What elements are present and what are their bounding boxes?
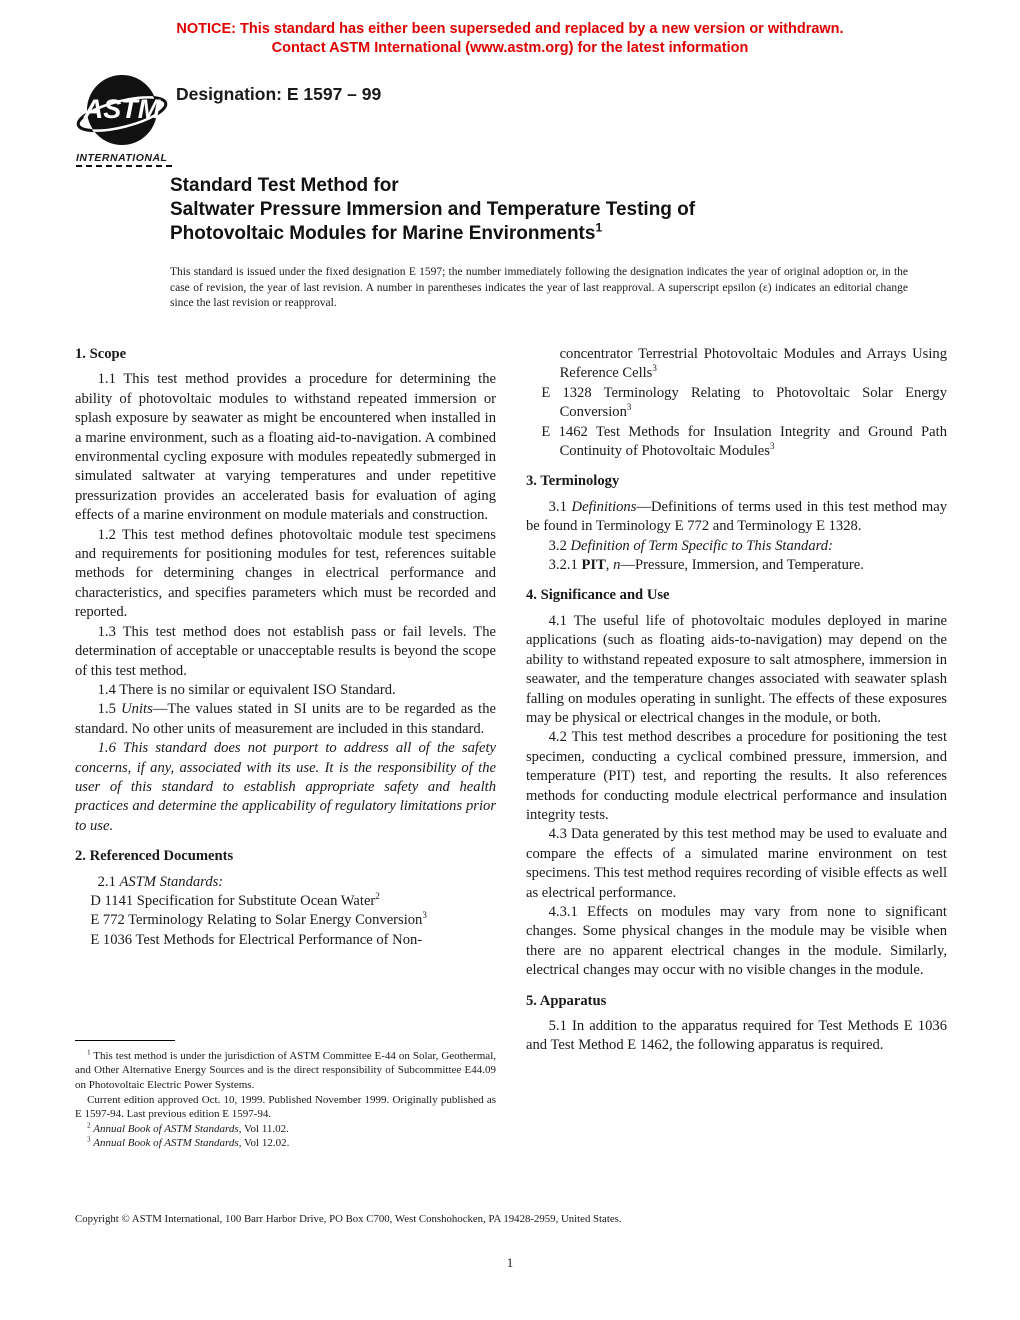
paragraph bbox=[526, 556, 947, 575]
text-run: 4. Significance and Use bbox=[526, 587, 670, 604]
text-run: 2 bbox=[375, 891, 380, 902]
title-line-3: Photovoltaic Modules for Marine Environments$^1$ bbox=[170, 220, 603, 244]
text-run: 1 bbox=[87, 1049, 91, 1057]
section-heading bbox=[526, 586, 947, 605]
text-run: , bbox=[605, 557, 614, 574]
paragraph bbox=[75, 681, 496, 700]
paragraph bbox=[526, 498, 947, 537]
paragraph bbox=[526, 1017, 947, 1056]
issued-under-note: This standard is issued under the fixed designation E 1597; the number immediately following the designation indicates the year of original adoption or, in the case of revision, the year of last revision. A number in parentheses indicates the year of last reapproval. A superscript epsilon (ε) indicates an editorial change since the last revision or reapproval. bbox=[170, 266, 908, 309]
astm-logo-subtext: INTERNATIONAL bbox=[76, 152, 172, 167]
text-run: 1.2 This test method defines photovoltaic module test specimens and requirements for positioning modules for test, references suitable methods for determining changes in electrical performance and characteristics, and specifies parameters which must be recorded and reported. bbox=[75, 526, 496, 621]
text-run: 1.1 This test method provides a procedure for determining the ability of photovoltaic modules to withstand repeated immersion or splash exposure by seawater as might be encountered when installed in a marine environment, such as a floating aid-to-navigation. A combined environmental cycling exposure with modules repeatedly submerged in simulated saltwater at varying temperatures and under repetitive pressurization provides an accelerated basis for evaluation of aging effects of a marine environment on module materials and construction. bbox=[75, 371, 496, 524]
text-run: PIT bbox=[581, 557, 606, 574]
text-run: 3 bbox=[626, 402, 632, 413]
left-column-text bbox=[75, 345, 496, 950]
text-run: D 1141 Specification for Substitute Ocean Water bbox=[90, 892, 376, 909]
text-run: Definition of Term Specific to This Standard: bbox=[570, 537, 833, 554]
document-title bbox=[170, 174, 930, 246]
reference-continuation bbox=[526, 345, 947, 384]
text-run: —The values stated in SI units are to be regarded as the standard. No other units of measurement are included in this standard. bbox=[75, 701, 496, 737]
section-heading bbox=[75, 345, 496, 364]
paragraph bbox=[75, 700, 496, 739]
text-run: n bbox=[613, 557, 621, 574]
astm-globe-icon bbox=[76, 72, 172, 154]
text-run: 4.3 Data generated by this test method may be used to evaluate and compare the effects of a simulated marine environment on test specimens. This test method requires recording of visible effects as well as electrical performance. bbox=[526, 826, 947, 901]
text-run: 4.1 The useful life of photovoltaic modules deployed in marine applications (such as floating aids-to-navigation) may depend on the ability to withstand repeated exposure to salt atmosphere, immersion in seawater, and the temperature changes associated with seawater splash falling on modules operating in sunlight. The effects of these exposures may be physical or electrical changes in the module, or both. bbox=[526, 612, 947, 726]
text-run: Current edition approved Oct. 10, 1999. Published November 1999. Originally published as E 1597-94. Last previous edition E 1597-94. bbox=[75, 1093, 496, 1121]
text-run: 3 bbox=[87, 1136, 91, 1144]
text-run: Definitions bbox=[571, 498, 637, 515]
text-run: 3. Terminology bbox=[526, 473, 620, 490]
text-run: 5. Apparatus bbox=[526, 992, 607, 1009]
reference-item bbox=[75, 931, 496, 950]
text-run: 2. Referenced Documents bbox=[75, 848, 234, 865]
text-run: —Definitions of terms used in this test method may be found in Terminology E 772 and Terminology E 1328. bbox=[526, 498, 947, 535]
paragraph bbox=[526, 537, 947, 556]
paragraph bbox=[75, 739, 496, 836]
text-run: Vol 11.02. bbox=[241, 1122, 289, 1135]
text-run: 1.3 This test method does not establish pass or fail levels. The determination of acceptable or unacceptable results is beyond the scope of this test method. bbox=[75, 623, 496, 679]
astm-logo bbox=[76, 72, 172, 167]
paragraph bbox=[75, 623, 496, 681]
text-run: 4.3.1 Effects on modules may vary from none to significant changes. Some physical changes in the module may be visible when there are no apparent electrical changes in the module. Similarly, electrical changes may occur with no visible changes in the module. bbox=[526, 903, 947, 979]
text-run: —Pressure, Immersion, and Temperature. bbox=[620, 557, 864, 574]
title-line-2: Saltwater Pressure Immersion and Temperature Testing of bbox=[170, 199, 696, 220]
section-heading bbox=[526, 472, 947, 491]
text-run: E 1036 Test Methods for Electrical Performance of Non- bbox=[90, 931, 423, 948]
title-footnote-marker: 1 bbox=[595, 220, 603, 235]
text-run: 2 bbox=[87, 1122, 91, 1130]
reference-item bbox=[526, 384, 947, 423]
text-run: 1.6 bbox=[97, 740, 124, 757]
paragraph bbox=[526, 903, 947, 981]
reference-item bbox=[75, 892, 496, 911]
text-run: Annual Book of ASTM Standards, bbox=[93, 1122, 242, 1135]
text-run: This standard does not purport to address all of the safety concerns, if any, associated with its use. It is the responsibility of the user of this standard to establish appropriate safety and health practices and determine the applicability of regulatory limitations prior to use. bbox=[75, 740, 496, 834]
paragraph bbox=[75, 370, 496, 525]
paragraph bbox=[526, 612, 947, 728]
text-run: 3.2.1 bbox=[548, 557, 582, 574]
text-run: 2.1 bbox=[97, 873, 120, 890]
footnote bbox=[75, 1122, 496, 1137]
right-column bbox=[526, 345, 947, 1151]
text-run: 1.5 bbox=[97, 701, 122, 718]
left-column bbox=[75, 345, 496, 1151]
text-run: 3 bbox=[769, 441, 775, 452]
text-run: concentrator Terrestrial Photovoltaic Modules and Arrays Using Reference Cells bbox=[559, 346, 947, 382]
text-run: 3.1 bbox=[548, 498, 572, 515]
paragraph bbox=[75, 526, 496, 623]
text-run: 4.2 This test method describes a procedure for positioning the test specimen, conducting a cyclical combined pressure, immersion, and temperature (PIT) test, and reporting the results. It also references methods for conducting module electrical performance and insulation integrity tests. bbox=[526, 729, 947, 823]
page-number: 1 bbox=[506, 1255, 514, 1270]
document-body bbox=[75, 345, 947, 1151]
reference-item bbox=[75, 911, 496, 930]
footnotes bbox=[75, 1040, 496, 1151]
text-run: 3 bbox=[422, 910, 427, 921]
text-run: 3 bbox=[652, 363, 657, 374]
text-run: This test method is under the jurisdiction of ASTM Committee E-44 on Solar, Geothermal, and Other Alternative Energy Sources and is the direct responsibility of Subcommittee E44.09 on Photovoltaic Electric Power Systems. bbox=[75, 1049, 496, 1092]
text-run: Annual Book of ASTM Standards, bbox=[93, 1137, 242, 1150]
footnote bbox=[75, 1136, 496, 1151]
text-run: E 1462 Test Methods for Insulation Integrity and Ground Path Continuity of Photovoltaic Modules bbox=[541, 423, 947, 460]
footnote bbox=[75, 1093, 496, 1122]
text-run: ASTM Standards: bbox=[119, 873, 224, 890]
svg-text:ASTM: ASTM bbox=[83, 94, 161, 124]
copyright-line: Copyright © ASTM International, 100 Barr Harbor Drive, PO Box C700, West Conshohocken, PA 19428-2959, United States. bbox=[75, 1213, 622, 1225]
text-run: E 1328 Terminology Relating to Photovoltaic Solar Energy Conversion bbox=[541, 384, 947, 421]
superseded-notice bbox=[0, 20, 1020, 58]
footnote bbox=[75, 1049, 496, 1093]
paragraph bbox=[75, 873, 496, 892]
text-run: 5.1 In addition to the apparatus required for Test Methods E 1036 and Test Method E 1462, the following apparatus is required. bbox=[526, 1018, 947, 1054]
notice-line-2: Contact ASTM International (www.astm.org) for the latest information bbox=[271, 40, 749, 56]
right-column-text bbox=[526, 345, 947, 1056]
text-run: Vol 12.02. bbox=[241, 1137, 290, 1150]
text-run: E 772 Terminology Relating to Solar Energy Conversion bbox=[90, 912, 423, 929]
footnote-divider bbox=[75, 1040, 175, 1041]
section-heading bbox=[75, 847, 496, 866]
title-line-1: Standard Test Method for bbox=[170, 175, 399, 196]
text-run: Units bbox=[121, 701, 153, 718]
paragraph bbox=[526, 825, 947, 903]
designation: Designation: E 1597 – 99 bbox=[176, 84, 382, 104]
text-run: 3.2 bbox=[548, 537, 571, 554]
notice-line-1: NOTICE: This standard has either been superseded and replaced by a new version or withdrawn. bbox=[176, 21, 844, 37]
text-run: 1.4 There is no similar or equivalent ISO Standard. bbox=[97, 681, 396, 698]
reference-item bbox=[526, 423, 947, 462]
section-heading bbox=[526, 992, 947, 1011]
paragraph bbox=[526, 728, 947, 825]
text-run: 1. Scope bbox=[75, 346, 127, 362]
